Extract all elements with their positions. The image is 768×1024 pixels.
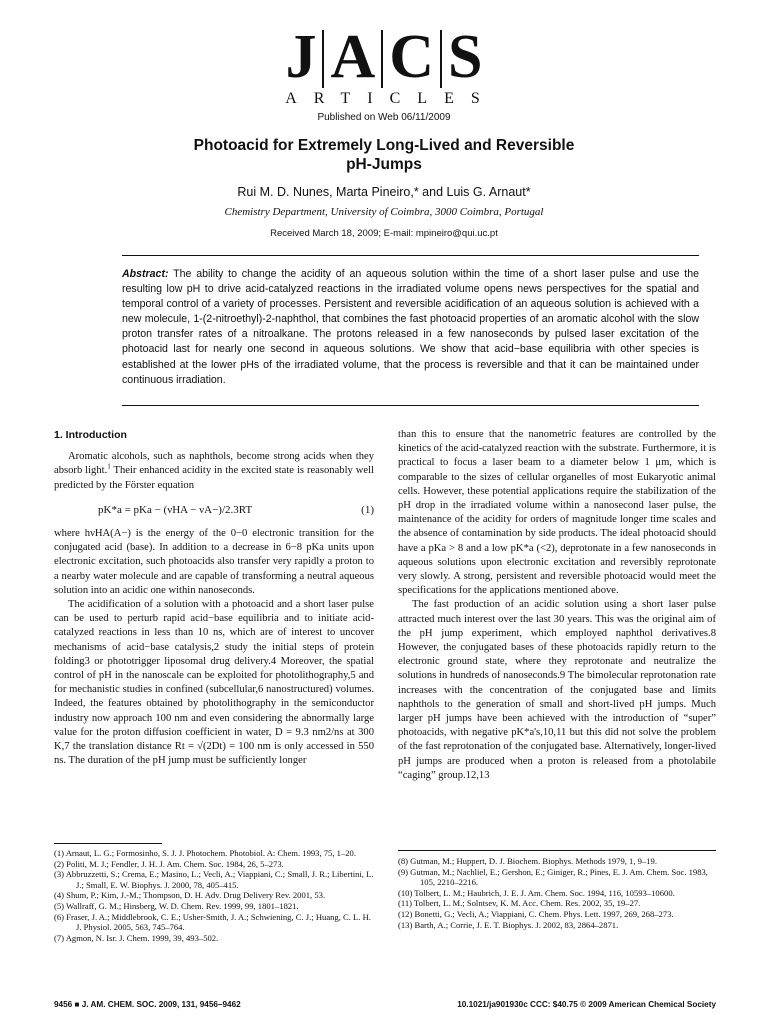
reference-item: (6) Fraser, J. A.; Middlebrook, C. E.; Usher-Smith, J. A.; Schwiening, C. J.; Huang, C. L. H. J. Physiol. 2005, 563, 745–764. — [54, 911, 371, 933]
abstract-bottom-rule — [122, 405, 699, 406]
logo-separator — [381, 30, 383, 88]
logo-letter-s: S — [448, 23, 483, 91]
reference-item: (7) Agmon, N. Isr. J. Chem. 1999, 39, 493–502. — [54, 932, 219, 943]
logo-separator — [440, 30, 442, 88]
equation-text: pK*a = pKa − (νHA − νA−)/2.3RT — [98, 503, 253, 516]
intro-paragraph-3: The acidification of a solution with a photoacid and a short laser pulse can be used to perturb rapid acid−base equilibria and to initiate acid-catalyzed reactions in less than 10 ns, which are of interest to uncover mechanisms of acid−base catalysis,2 study the initial steps of protein folding3 or phototrigger liposomal drug delivery.4 Moreover, the spatial control of pH in the nanoscale can be exploited for photolithography,5 and for mechanistic studies in confined (subcellular,6 nanostructured) volumes. Indeed, the features obtained by photolithography in the semiconductor industry now approach 100 nm and even considering the abnormally large value for the proton diffusion coefficient in water, D = 9.3 nm2/ns at 300 K,7 the translation distance Rt = √(2Dt) = 100 nm is only accessed in 550 ns. The duration of the pH jump must be sufficiently longer — [54, 599, 374, 767]
abstract-label: Abstract: — [122, 268, 169, 280]
references-right-rule — [398, 850, 716, 851]
logo-letter-j: J — [285, 23, 317, 91]
reference-item: (1) Arnaut, L. G.; Formosinho, S. J. J. Photochem. Photobiol. A: Chem. 1993, 75, 1–20. — [54, 848, 356, 858]
reference-item: (10) Tolbert, L. M.; Haubrich, J. E. J. Am. Chem. Soc. 1994, 116, 10593–10600. — [398, 887, 675, 898]
right-paragraph-2: The fast production of an acidic solution using a short laser pulse attracted much interest over the last 30 years. This was the original aim of the pH jump experiment, which employed naphthol derivatives.8 However, the conjugated bases of these photoacids rapidly return to the electronic ground state, where they reprotonate and neutralize the solutions in hundreds of nanoseconds.9 The bimolecular reprotonation rate increases with the concentration of the conjugated base and limits naphthols to the generation of small and short-lived pH jumps. Much larger pH jumps have been achieved with the introduction of “super” photoacids, with negative pK*a's,10,11 but this did not solve the problem of the fast reprotonation of the conjugated base. Alternatively, longer-lived pH jumps are produced when a proton is released from a photolabile “caging” group.12,13 — [398, 599, 716, 781]
reference-item: (8) Gutman, M.; Huppert, D. J. Biochem. Biophys. Methods 1979, 1, 9–19. — [398, 856, 657, 866]
received-line: Received March 18, 2009; E-mail: mpineiro@qui.uc.pt — [270, 228, 498, 239]
equation-1 — [54, 503, 374, 517]
reference-item: (9) Gutman, M.; Nachliel, E.; Gershon, E.; Giniger, R.; Pines, E. J. Am. Chem. Soc. 1983, 105, 2210–2216. — [398, 866, 708, 888]
reference-item: (12) Bonetti, G.; Vecli, A.; Viappiani, C. Chem. Phys. Lett. 1997, 269, 268–273. — [398, 908, 674, 919]
affiliation: Chemistry Department, University of Coimbra, 3000 Coimbra, Portugal — [224, 206, 544, 218]
authors: Rui M. D. Nunes, Marta Pineiro,* and Luis G. Arnaut* — [237, 185, 531, 199]
reference-item: (4) Shum, P.; Kim, J.-M.; Thompson, D. H. Adv. Drug Delivery Rev. 2001, 53. — [54, 890, 326, 901]
journal-logo — [0, 23, 768, 108]
logo-letter-a: A — [330, 23, 376, 91]
right-paragraph-1: than this to ensure that the nanometric features are controlled by the kinetics of the acid-catalyzed reaction with the substrate. Furthermore, it is practical to focus a laser beam to a diameter below 1 μm, which is comparable to the sizes of cellular organelles of most Eukaryotic animal cells. However, these potential applications require the stabilization of the pH drop in the irradiated volume within a nanosecond laser pulse, the maintenance of the acidity for orders of magnitude longer time scales and the absence of contamination by side products. The ideal photoacid should have a pKa > 8 and a low pK*a (<2), deprotonate in a few nanoseconds in aqueous solutions upon electronic excitation and reversibly reprotonate very slowly. A strong, persistent and reversible photoacid would meet the specifications for the applications mentioned above. — [398, 429, 716, 597]
reference-item: (2) Politi, M. J.; Fendler, J. H. J. Am. Chem. Soc. 1984, 26, 5–273. — [54, 858, 284, 869]
article-title — [0, 136, 768, 174]
abstract-top-rule — [122, 255, 699, 256]
equation-number: (1) — [361, 503, 374, 516]
reference-item: (3) Abbruzzetti, S.; Crema, E.; Masino, L.; Vecli, A.; Viappiani, C.; Small, J. R.; Libertini, L. J.; Small, E. W. Biophys. J. 2000, 78, 405–415. — [54, 869, 374, 890]
logo-letter-c: C — [389, 23, 435, 91]
references-right — [398, 856, 716, 930]
abstract — [122, 267, 699, 388]
reference-item: (5) Wallraff, G. M.; Hinsberg, W. D. Chem. Rev. 1999, 99, 1801–1821. — [54, 900, 299, 911]
intro-paragraph-1: Aromatic alcohols, such as naphthols, become strong acids when they absorb light.$^1$ Their enhanced acidity in the excited state is reasonably well predicted by the Förster equation — [54, 451, 374, 491]
references-left — [54, 848, 374, 943]
intro-paragraph-2: where hνHA(A−) is the energy of the 0−0 electronic transition for the conjugated acid (base). In addition to a decrease in 6−8 pKa units upon electronic excitation, such photoacids also transfer very rapidly a proton to a nearby water molecule and are capable of transforming a neutral aqueous solution into an acidic one within nanoseconds. — [54, 528, 374, 596]
references-left-rule — [54, 843, 162, 844]
logo-subtitle: ARTICLES — [285, 90, 497, 107]
reference-item: (13) Barth, A.; Corrie, J. E. T. Biophys. J. 2002, 83, 2864–2871. — [398, 919, 619, 930]
abstract-text: The ability to change the acidity of an aqueous solution within the time of a short laser pulse and use the resulting low pH to drive acid-catalyzed reactions in the irradiated volume opens news perspectives for the spatial and temporal control of a variety of processes. Persistent and reversible acidification of an aqueous solution is achieved with a new molecule, 1-(2-nitroethyl)-2-naphthol, that combines the fast photoacid properties of an aromatic alcohol with the slow proton transfer rates of a nitroalkane. The protons released in a few nanoseconds by pulsed laser excitation of the photoacid last for nearly one second in aqueous solutions. We show that acid−base equilibria with other species is established at the lower pHs of the irradiated volume, that the process is reversible and that it can be maintained under continuous irradiation. — [122, 268, 699, 386]
left-column — [54, 428, 374, 768]
footer-citation: 9456 ■ J. AM. CHEM. SOC. 2009, 131, 9456–9462 — [54, 1000, 241, 1009]
right-column — [398, 428, 716, 783]
published-date: Published on Web 06/11/2009 — [317, 112, 451, 123]
logo-separator — [322, 30, 324, 88]
reference-item: (11) Tolbert, L. M.; Solntsev, K. M. Acc. Chem. Res. 2002, 35, 19–27. — [398, 898, 641, 909]
title-line-2: pH-Jumps — [346, 156, 422, 173]
section-heading: 1. Introduction — [54, 429, 127, 441]
footer-doi: 10.1021/ja901930c CCC: $40.75 © 2009 American Chemical Society — [457, 1000, 716, 1009]
title-line-1: Photoacid for Extremely Long-Lived and Reversible — [193, 137, 575, 154]
